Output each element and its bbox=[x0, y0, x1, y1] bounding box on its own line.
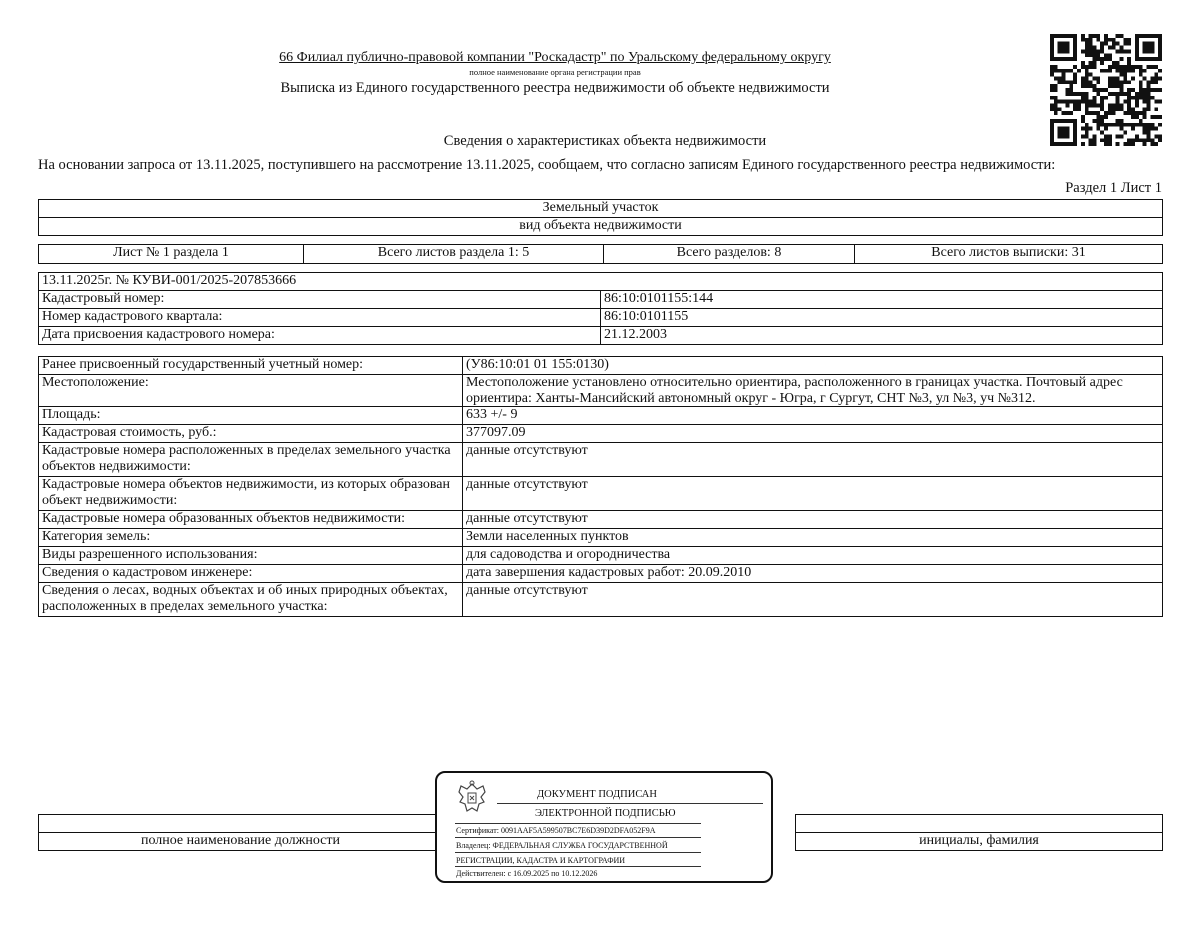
row-value: данные отсутствуют bbox=[463, 477, 1163, 511]
table-row bbox=[39, 425, 1163, 443]
row-label: Площадь: bbox=[39, 407, 463, 425]
table-row bbox=[39, 511, 1163, 529]
stamp-divider bbox=[497, 803, 763, 804]
stamp-title-line2: ЭЛЕКТРОННОЙ ПОДПИСЬЮ bbox=[535, 808, 676, 819]
basis-text: На основании запроса от 13.11.2025, поступившего на рассмотрение 13.11.2025, сообщаем, что согласно записям Единого государственного реестра недвижимости: bbox=[38, 157, 1056, 173]
name-blank bbox=[796, 815, 1163, 833]
total-sheets-extract: Всего листов выписки: 31 bbox=[855, 245, 1163, 264]
row-label: Кадастровые номера образованных объектов недвижимости: bbox=[39, 511, 463, 529]
table-row bbox=[39, 529, 1163, 547]
position-caption: полное наименование должности bbox=[39, 833, 443, 851]
table-row bbox=[39, 583, 1163, 617]
row-value: 86:10:0101155 bbox=[601, 309, 1163, 327]
row-value: 86:10:0101155:144 bbox=[601, 291, 1163, 309]
object-type-table bbox=[38, 199, 1163, 236]
section-title: Сведения о характеристиках объекта недвижимости bbox=[443, 133, 767, 149]
table-row bbox=[39, 375, 1163, 407]
stamp-title-line1: ДОКУМЕНТ ПОДПИСАН bbox=[537, 789, 657, 800]
row-label: Категория земель: bbox=[39, 529, 463, 547]
row-label: Кадастровые номера объектов недвижимости, из которых образован объект недвижимости: bbox=[39, 477, 463, 511]
row-label: Кадастровые номера расположенных в пределах земельного участка объектов недвижимости: bbox=[39, 443, 463, 477]
row-value: дата завершения кадастровых работ: 20.09.2010 bbox=[463, 565, 1163, 583]
table-row bbox=[39, 565, 1163, 583]
stamp-owner-line2: РЕГИСТРАЦИИ, КАДАСТРА И КАРТОГРАФИИ bbox=[456, 856, 626, 865]
table-row bbox=[39, 309, 1163, 327]
table-row bbox=[39, 407, 1163, 425]
row-label: Номер кадастрового квартала: bbox=[39, 309, 601, 327]
request-number: 13.11.2025г. № КУВИ-001/2025-207853666 bbox=[39, 273, 1163, 291]
object-type-value: Земельный участок bbox=[39, 200, 1163, 218]
row-value: Земли населенных пунктов bbox=[463, 529, 1163, 547]
organization-name: 66 Филиал публично-правовой компании "Роскадастр" по Уральскому федеральному округу bbox=[279, 50, 831, 65]
stamp-validity: Действителен: с 16.09.2025 по 10.12.2026 bbox=[456, 869, 598, 878]
section-sheet-label: Раздел 1 Лист 1 bbox=[1065, 180, 1162, 196]
row-value: Местоположение установлено относительно ориентира, расположенного в границах участка. Почтовый адрес ориентира: Ханты-Мансийский автономный округ - Югра, г Сургут, СНТ №3, ул №3, уч №312. bbox=[463, 375, 1163, 407]
row-label: Ранее присвоенный государственный учетный номер: bbox=[39, 357, 463, 375]
stamp-divider bbox=[455, 866, 701, 867]
sheet-number: Лист № 1 раздела 1 bbox=[39, 245, 304, 264]
total-sections: Всего разделов: 8 bbox=[604, 245, 855, 264]
row-value: данные отсутствуют bbox=[463, 443, 1163, 477]
stamp-divider bbox=[455, 852, 701, 853]
table-row bbox=[39, 291, 1163, 309]
table-row bbox=[39, 477, 1163, 511]
row-value: данные отсутствуют bbox=[463, 583, 1163, 617]
total-sheets-section: Всего листов раздела 1: 5 bbox=[304, 245, 604, 264]
row-value: 633 +/- 9 bbox=[463, 407, 1163, 425]
characteristics-table bbox=[38, 356, 1163, 617]
position-blank bbox=[39, 815, 443, 833]
row-value: 21.12.2003 bbox=[601, 327, 1163, 345]
table-row bbox=[39, 357, 1163, 375]
row-label: Кадастровая стоимость, руб.: bbox=[39, 425, 463, 443]
stamp-divider bbox=[455, 823, 701, 824]
table-row bbox=[39, 443, 1163, 477]
sheets-table bbox=[38, 244, 1163, 264]
cadastral-info-table bbox=[38, 272, 1163, 345]
qr-code-icon bbox=[1050, 34, 1162, 146]
row-label: Кадастровый номер: bbox=[39, 291, 601, 309]
row-value: для садоводства и огородничества bbox=[463, 547, 1163, 565]
stamp-divider bbox=[455, 837, 701, 838]
table-row bbox=[39, 547, 1163, 565]
row-label: Виды разрешенного использования: bbox=[39, 547, 463, 565]
row-value: (У86:10:01 01 155:0130) bbox=[463, 357, 1163, 375]
electronic-signature-stamp bbox=[435, 771, 773, 883]
stamp-certificate: Сертификат: 0091AAF5A599507BC7E6D39D2DFA052F9A bbox=[456, 826, 656, 835]
name-caption: инициалы, фамилия bbox=[796, 833, 1163, 851]
row-label: Сведения о лесах, водных объектах и об иных природных объектах, расположенных в пределах земельного участка: bbox=[39, 583, 463, 617]
row-label: Дата присвоения кадастрового номера: bbox=[39, 327, 601, 345]
stamp-owner-line1: Владелец: ФЕДЕРАЛЬНАЯ СЛУЖБА ГОСУДАРСТВЕННОЙ bbox=[456, 841, 668, 850]
row-label: Местоположение: bbox=[39, 375, 463, 407]
table-row bbox=[39, 327, 1163, 345]
row-value: данные отсутствуют bbox=[463, 511, 1163, 529]
row-value: 377097.09 bbox=[463, 425, 1163, 443]
extract-title: Выписка из Единого государственного реестра недвижимости об объекте недвижимости bbox=[280, 80, 830, 96]
organization-caption: полное наименование органа регистрации прав bbox=[469, 67, 641, 77]
object-type-caption: вид объекта недвижимости bbox=[39, 218, 1163, 236]
coat-of-arms-icon bbox=[455, 780, 489, 816]
row-label: Сведения о кадастровом инженере: bbox=[39, 565, 463, 583]
